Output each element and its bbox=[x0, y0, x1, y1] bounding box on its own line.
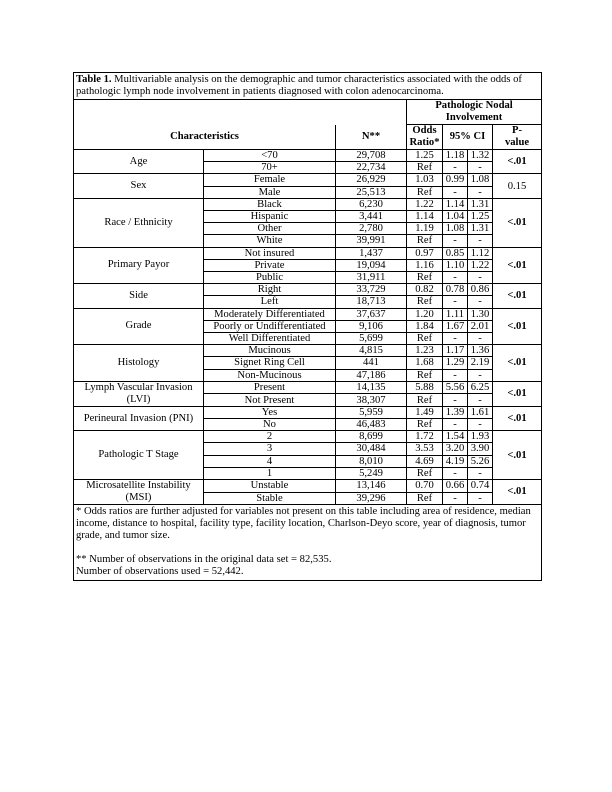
level-label: Present bbox=[204, 381, 336, 394]
header-ci: 95% CI bbox=[443, 125, 493, 150]
ci-upper-value: 1.32 bbox=[468, 150, 493, 162]
odds-ratio-value: 1.03 bbox=[407, 174, 443, 186]
ci-upper-value: 1.36 bbox=[468, 345, 493, 357]
ci-upper-value: 0.74 bbox=[468, 480, 493, 493]
n-value: 5,959 bbox=[336, 406, 407, 418]
header-n: N** bbox=[336, 125, 407, 150]
ci-upper-value: - bbox=[468, 419, 493, 431]
odds-ratio-value: 1.16 bbox=[407, 259, 443, 271]
level-label: Female bbox=[204, 174, 336, 186]
caption-text: Multivariable analysis on the demographic and tumor characteristics associated with the odds of pathologic lymph node involvement in patients diagnosed with colon adenocarcinoma. bbox=[76, 74, 522, 97]
n-value: 13,146 bbox=[336, 480, 407, 493]
n-value: 47,186 bbox=[336, 369, 407, 381]
level-label: Left bbox=[204, 296, 336, 308]
ci-upper-value: - bbox=[468, 162, 493, 174]
ci-lower-value: - bbox=[443, 369, 468, 381]
ci-upper-value: 6.25 bbox=[468, 381, 493, 394]
odds-ratio-value: Ref bbox=[407, 296, 443, 308]
table-footnotes bbox=[74, 505, 542, 581]
table-row bbox=[74, 198, 542, 210]
ci-lower-value: - bbox=[443, 419, 468, 431]
odds-ratio-value: Ref bbox=[407, 369, 443, 381]
ci-lower-value: 4.19 bbox=[443, 455, 468, 467]
odds-ratio-value: 1.84 bbox=[407, 320, 443, 332]
odds-ratio-value: 0.70 bbox=[407, 480, 443, 493]
ci-lower-value: 1.39 bbox=[443, 406, 468, 418]
ci-lower-value: - bbox=[443, 235, 468, 247]
level-label: Mucinous bbox=[204, 345, 336, 357]
p-value: <.01 bbox=[493, 247, 542, 284]
n-value: 6,230 bbox=[336, 198, 407, 210]
ci-upper-value: - bbox=[468, 369, 493, 381]
ci-lower-value: 1.10 bbox=[443, 259, 468, 271]
odds-ratio-value: 1.20 bbox=[407, 308, 443, 320]
level-label: Other bbox=[204, 223, 336, 235]
footnote-row bbox=[74, 505, 542, 581]
ci-upper-value: - bbox=[468, 235, 493, 247]
header-or-line2: Ratio* bbox=[409, 137, 440, 148]
ci-lower-value: - bbox=[443, 492, 468, 505]
odds-ratio-value: Ref bbox=[407, 272, 443, 284]
ci-upper-value: - bbox=[468, 272, 493, 284]
n-value: 26,929 bbox=[336, 174, 407, 186]
header-p-value bbox=[493, 125, 542, 150]
odds-ratio-value: 1.25 bbox=[407, 150, 443, 162]
level-label: 1 bbox=[204, 467, 336, 479]
odds-ratio-value: 0.97 bbox=[407, 247, 443, 259]
n-value: 33,729 bbox=[336, 284, 407, 296]
ci-upper-value: 1.31 bbox=[468, 223, 493, 235]
ci-lower-value: - bbox=[443, 162, 468, 174]
level-label: 70+ bbox=[204, 162, 336, 174]
group-label: Perineural Invasion (PNI) bbox=[74, 406, 204, 430]
ci-upper-value: 1.93 bbox=[468, 431, 493, 443]
ci-upper-value: - bbox=[468, 296, 493, 308]
n-value: 30,484 bbox=[336, 443, 407, 455]
header-group-title: Pathologic Nodal Involvement bbox=[407, 100, 542, 125]
group-label: Microsatellite Instability (MSI) bbox=[74, 480, 204, 505]
ci-upper-value: 1.61 bbox=[468, 406, 493, 418]
level-label: 3 bbox=[204, 443, 336, 455]
n-value: 39,296 bbox=[336, 492, 407, 505]
odds-ratio-value: Ref bbox=[407, 394, 443, 407]
results-table bbox=[73, 72, 542, 581]
level-label: Public bbox=[204, 272, 336, 284]
n-value: 5,699 bbox=[336, 333, 407, 345]
level-label: Moderately Differentiated bbox=[204, 308, 336, 320]
ci-upper-value: 1.31 bbox=[468, 198, 493, 210]
n-value: 19,094 bbox=[336, 259, 407, 271]
group-label: Lymph Vascular Invasion (LVI) bbox=[74, 381, 204, 406]
group-label: Pathologic T Stage bbox=[74, 431, 204, 480]
ci-upper-value: 1.08 bbox=[468, 174, 493, 186]
odds-ratio-value: 5.88 bbox=[407, 381, 443, 394]
odds-ratio-value: 4.69 bbox=[407, 455, 443, 467]
level-label: Well Differentiated bbox=[204, 333, 336, 345]
n-value: 9,106 bbox=[336, 320, 407, 332]
odds-ratio-value: 1.23 bbox=[407, 345, 443, 357]
p-value: <.01 bbox=[493, 284, 542, 308]
level-label: Black bbox=[204, 198, 336, 210]
ci-upper-value: 2.19 bbox=[468, 357, 493, 369]
ci-upper-value: 1.12 bbox=[468, 247, 493, 259]
footnote-obs-used: Number of observations used = 52,442. bbox=[76, 566, 244, 578]
level-label: 4 bbox=[204, 455, 336, 467]
ci-upper-value: 3.90 bbox=[468, 443, 493, 455]
level-label: Hispanic bbox=[204, 211, 336, 223]
odds-ratio-value: 0.82 bbox=[407, 284, 443, 296]
ci-upper-value: - bbox=[468, 186, 493, 198]
ci-lower-value: 1.11 bbox=[443, 308, 468, 320]
document-page bbox=[73, 72, 541, 581]
level-label: Yes bbox=[204, 406, 336, 418]
header-row-group bbox=[74, 100, 542, 125]
odds-ratio-value: 3.53 bbox=[407, 443, 443, 455]
caption-row bbox=[74, 73, 542, 100]
odds-ratio-value: 1.22 bbox=[407, 198, 443, 210]
n-value: 39,991 bbox=[336, 235, 407, 247]
n-value: 3,441 bbox=[336, 211, 407, 223]
p-value: <.01 bbox=[493, 431, 542, 480]
ci-upper-value: 1.30 bbox=[468, 308, 493, 320]
n-value: 29,708 bbox=[336, 150, 407, 162]
odds-ratio-value: 1.72 bbox=[407, 431, 443, 443]
ci-lower-value: 1.17 bbox=[443, 345, 468, 357]
level-label: Unstable bbox=[204, 480, 336, 493]
header-p-line1: P- bbox=[512, 125, 523, 136]
p-value: <.01 bbox=[493, 381, 542, 406]
level-label: Non-Mucinous bbox=[204, 369, 336, 381]
ci-lower-value: 5.56 bbox=[443, 381, 468, 394]
odds-ratio-value: Ref bbox=[407, 162, 443, 174]
level-label: No bbox=[204, 419, 336, 431]
n-value: 18,713 bbox=[336, 296, 407, 308]
n-value: 14,135 bbox=[336, 381, 407, 394]
ci-lower-value: - bbox=[443, 394, 468, 407]
odds-ratio-value: Ref bbox=[407, 186, 443, 198]
ci-lower-value: - bbox=[443, 333, 468, 345]
group-label: Sex bbox=[74, 174, 204, 198]
ci-upper-value: - bbox=[468, 492, 493, 505]
level-label: <70 bbox=[204, 150, 336, 162]
n-value: 4,815 bbox=[336, 345, 407, 357]
ci-lower-value: 1.08 bbox=[443, 223, 468, 235]
n-value: 22,734 bbox=[336, 162, 407, 174]
odds-ratio-value: 1.68 bbox=[407, 357, 443, 369]
level-label: Signet Ring Cell bbox=[204, 357, 336, 369]
ci-lower-value: 1.18 bbox=[443, 150, 468, 162]
odds-ratio-value: 1.19 bbox=[407, 223, 443, 235]
ci-lower-value: - bbox=[443, 467, 468, 479]
header-characteristics: Characteristics bbox=[74, 125, 336, 150]
p-value: <.01 bbox=[493, 406, 542, 430]
n-value: 8,010 bbox=[336, 455, 407, 467]
group-label: Grade bbox=[74, 308, 204, 345]
ci-upper-value: 0.86 bbox=[468, 284, 493, 296]
table-row bbox=[74, 150, 542, 162]
p-value: <.01 bbox=[493, 345, 542, 382]
n-value: 441 bbox=[336, 357, 407, 369]
odds-ratio-value: 1.14 bbox=[407, 211, 443, 223]
n-value: 38,307 bbox=[336, 394, 407, 407]
odds-ratio-value: 1.49 bbox=[407, 406, 443, 418]
caption-label: Table 1. bbox=[76, 74, 112, 85]
ci-lower-value: 1.29 bbox=[443, 357, 468, 369]
header-p-line2: value bbox=[504, 137, 530, 148]
footnote-adjusted: * Odds ratios are further adjusted for variables not present on this table including area of residence, median income, distance to hospital, facility type, facility location, Charlson-Deyo score, year of diagnosis, tumor grade, and tumor size. bbox=[76, 506, 531, 542]
ci-upper-value: - bbox=[468, 394, 493, 407]
table-row bbox=[74, 284, 542, 296]
ci-upper-value: - bbox=[468, 467, 493, 479]
header-row bbox=[74, 125, 542, 150]
level-label: Not insured bbox=[204, 247, 336, 259]
p-value: <.01 bbox=[493, 150, 542, 174]
group-label: Age bbox=[74, 150, 204, 174]
ci-lower-value: 0.78 bbox=[443, 284, 468, 296]
table-row bbox=[74, 308, 542, 320]
table-row bbox=[74, 480, 542, 493]
table-caption bbox=[74, 73, 542, 100]
level-label: Male bbox=[204, 186, 336, 198]
n-value: 8,699 bbox=[336, 431, 407, 443]
ci-lower-value: 3.20 bbox=[443, 443, 468, 455]
ci-upper-value: 2.01 bbox=[468, 320, 493, 332]
ci-lower-value: 1.04 bbox=[443, 211, 468, 223]
odds-ratio-value: Ref bbox=[407, 333, 443, 345]
ci-upper-value: 5.26 bbox=[468, 455, 493, 467]
odds-ratio-value: Ref bbox=[407, 419, 443, 431]
footnote-obs-original: ** Number of observations in the original data set = 82,535. bbox=[76, 554, 332, 566]
header-odds-ratio bbox=[407, 125, 443, 150]
level-label: Stable bbox=[204, 492, 336, 505]
table-row bbox=[74, 431, 542, 443]
odds-ratio-value: Ref bbox=[407, 467, 443, 479]
table-row bbox=[74, 406, 542, 418]
ci-lower-value: 0.85 bbox=[443, 247, 468, 259]
ci-upper-value: 1.22 bbox=[468, 259, 493, 271]
n-value: 5,249 bbox=[336, 467, 407, 479]
n-value: 25,513 bbox=[336, 186, 407, 198]
n-value: 1,437 bbox=[336, 247, 407, 259]
group-label: Side bbox=[74, 284, 204, 308]
level-label: Not Present bbox=[204, 394, 336, 407]
odds-ratio-value: Ref bbox=[407, 492, 443, 505]
header-or-line1: Odds bbox=[412, 125, 437, 136]
table-row bbox=[74, 381, 542, 394]
group-label: Histology bbox=[74, 345, 204, 382]
n-value: 2,780 bbox=[336, 223, 407, 235]
ci-lower-value: 0.99 bbox=[443, 174, 468, 186]
table-row bbox=[74, 247, 542, 259]
ci-lower-value: - bbox=[443, 186, 468, 198]
ci-upper-value: 1.25 bbox=[468, 211, 493, 223]
ci-lower-value: - bbox=[443, 272, 468, 284]
odds-ratio-value: Ref bbox=[407, 235, 443, 247]
p-value: <.01 bbox=[493, 480, 542, 505]
level-label: White bbox=[204, 235, 336, 247]
p-value: 0.15 bbox=[493, 174, 542, 198]
level-label: 2 bbox=[204, 431, 336, 443]
p-value: <.01 bbox=[493, 198, 542, 247]
n-value: 46,483 bbox=[336, 419, 407, 431]
ci-lower-value: 1.67 bbox=[443, 320, 468, 332]
n-value: 37,637 bbox=[336, 308, 407, 320]
level-label: Private bbox=[204, 259, 336, 271]
ci-lower-value: 1.14 bbox=[443, 198, 468, 210]
group-label: Primary Payor bbox=[74, 247, 204, 284]
ci-lower-value: 1.54 bbox=[443, 431, 468, 443]
level-label: Poorly or Undifferentiated bbox=[204, 320, 336, 332]
p-value: <.01 bbox=[493, 308, 542, 345]
ci-lower-value: - bbox=[443, 296, 468, 308]
table-row bbox=[74, 174, 542, 186]
ci-lower-value: 0.66 bbox=[443, 480, 468, 493]
table-row bbox=[74, 345, 542, 357]
n-value: 31,911 bbox=[336, 272, 407, 284]
group-label: Race / Ethnicity bbox=[74, 198, 204, 247]
header-blank bbox=[74, 100, 407, 125]
level-label: Right bbox=[204, 284, 336, 296]
ci-upper-value: - bbox=[468, 333, 493, 345]
